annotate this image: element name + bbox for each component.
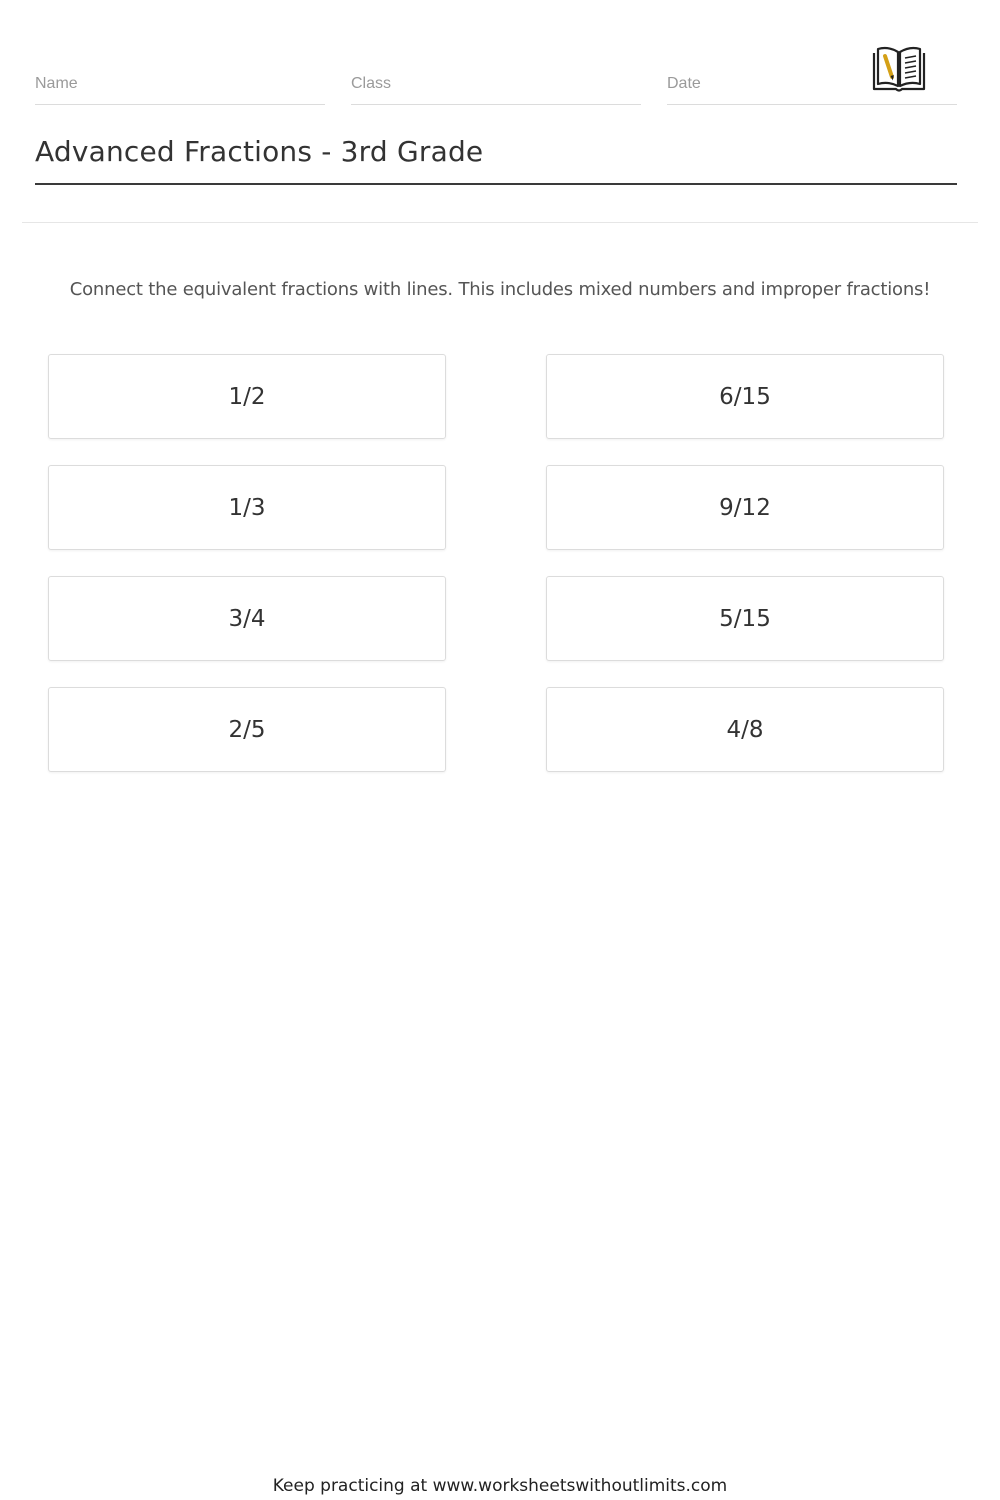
right-fraction-box[interactable]: 5/15 bbox=[546, 576, 944, 661]
worksheet-title-bar bbox=[35, 130, 957, 185]
class-field[interactable] bbox=[351, 40, 641, 105]
footer-text: Keep practicing at www.worksheetswithoutlimits.com bbox=[272, 1476, 728, 1496]
left-fraction-box[interactable]: 3/4 bbox=[48, 576, 446, 661]
name-label: Name bbox=[35, 75, 78, 92]
worksheet-title: Advanced Fractions - 3rd Grade bbox=[35, 135, 484, 168]
right-fraction-box[interactable]: 6/15 bbox=[546, 354, 944, 439]
name-field[interactable] bbox=[35, 40, 325, 105]
class-label: Class bbox=[351, 75, 392, 92]
open-book-pencil-icon bbox=[871, 44, 927, 94]
date-label: Date bbox=[667, 75, 701, 92]
left-fraction-box[interactable]: 2/5 bbox=[48, 687, 446, 772]
right-fraction-box[interactable]: 4/8 bbox=[546, 687, 944, 772]
section-divider bbox=[22, 222, 978, 223]
left-fraction-box[interactable]: 1/2 bbox=[48, 354, 446, 439]
instructions-text: Connect the equivalent fractions with lines. This includes mixed numbers and improper fractions! bbox=[69, 279, 931, 300]
left-fraction-box[interactable]: 1/3 bbox=[48, 465, 446, 550]
right-fraction-box[interactable]: 9/12 bbox=[546, 465, 944, 550]
